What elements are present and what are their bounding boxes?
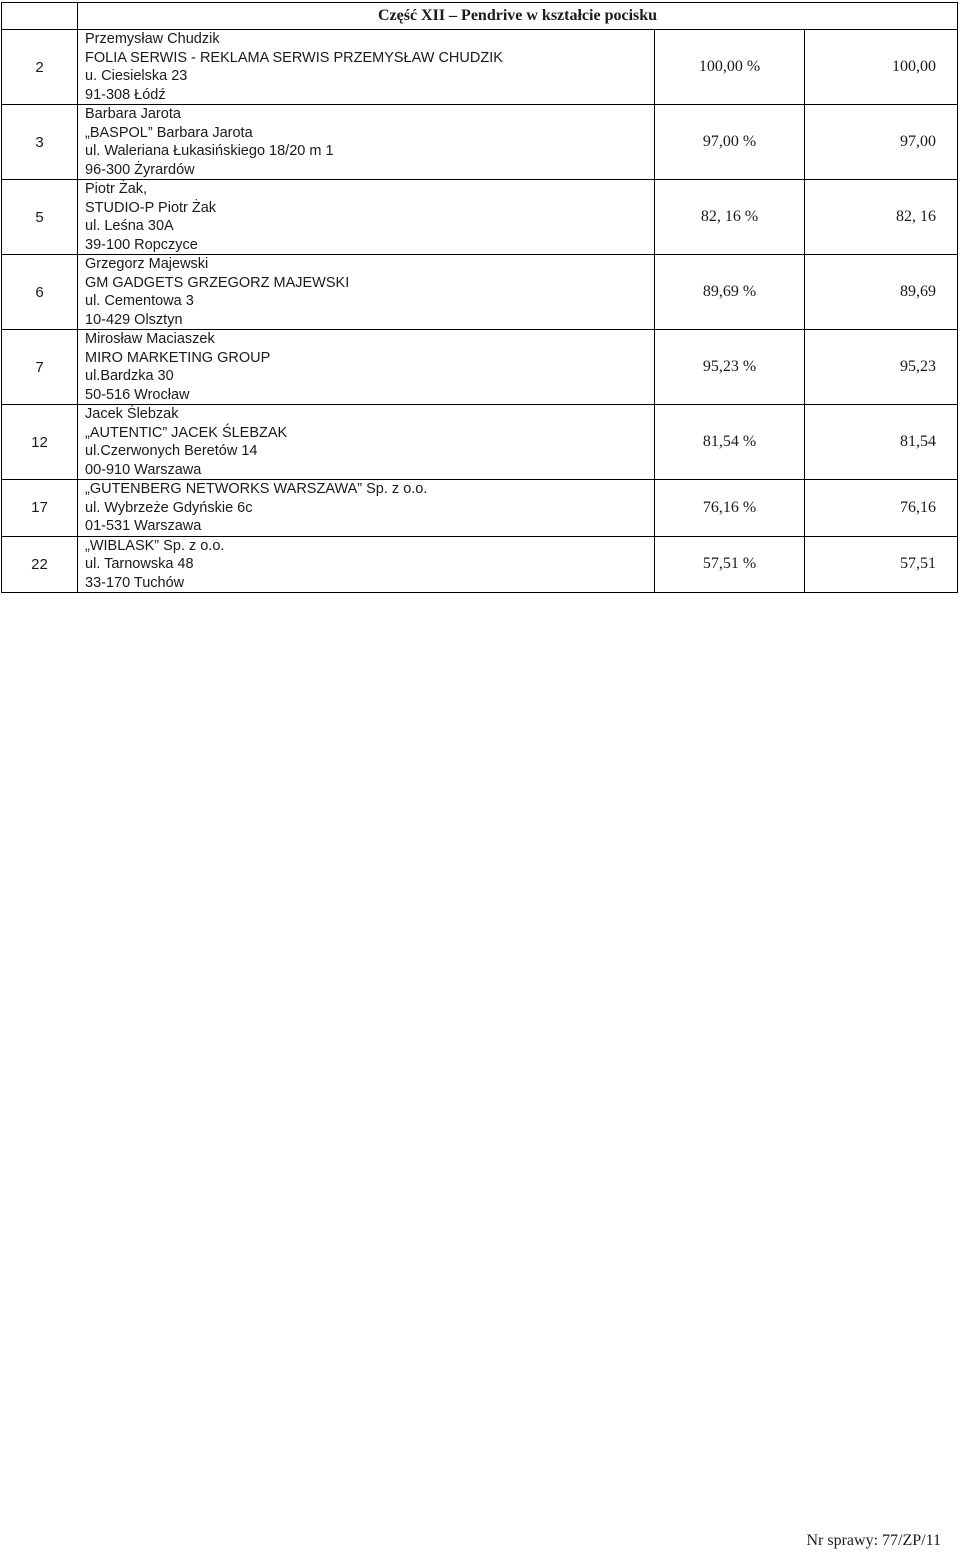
contractor-line: „GUTENBERG NETWORKS WARSZAWA” Sp. z o.o. (85, 481, 428, 497)
contractor-line: ul.Bardzka 30 (85, 368, 174, 384)
contractor-line: ul.Czerwonych Beretów 14 (85, 443, 258, 459)
contractor-line: 01-531 Warszawa (85, 518, 202, 534)
price-percent: 82, 16 % (655, 180, 805, 255)
contractor-line: 10-429 Olsztyn (85, 311, 183, 328)
contractor-cell (78, 255, 655, 330)
contractor-line: 91-308 Łódź (85, 86, 166, 103)
contractor-line: u. Ciesielska 23 (85, 68, 188, 84)
contractor-line: Piotr Żak, (85, 181, 148, 197)
contractor-line: FOLIA SERWIS - REKLAMA SERWIS PRZEMYSŁAW CHUDZIK (85, 49, 503, 66)
table-row (2, 480, 958, 537)
contractor-line: 33-170 Tuchów (85, 574, 185, 591)
table-row (2, 255, 958, 330)
section-title: Część XII – Pendrive w kształcie pocisku (78, 3, 958, 30)
points-value: 89,69 (805, 255, 958, 330)
contractor-line: GM GADGETS GRZEGORZ MAJEWSKI (85, 274, 350, 291)
contractor-cell (78, 536, 655, 593)
case-number: Nr sprawy: 77/ZP/11 (806, 1532, 941, 1549)
offer-number: 3 (2, 105, 78, 180)
contractor-line: 96-300 Żyrardów (85, 161, 195, 178)
offer-number: 5 (2, 180, 78, 255)
contractor-line: MIRO MARKETING GROUP (85, 349, 271, 366)
contractor-cell (78, 105, 655, 180)
price-percent: 81,54 % (655, 405, 805, 480)
contractor-line: ul. Leśna 30A (85, 218, 174, 234)
contractor-line: ul. Cementowa 3 (85, 293, 194, 309)
contractor-cell (78, 330, 655, 405)
empty-corner-cell (2, 3, 78, 30)
offer-number: 6 (2, 255, 78, 330)
points-value: 82, 16 (805, 180, 958, 255)
contractor-line: „BASPOL” Barbara Jarota (85, 124, 253, 141)
offer-number: 17 (2, 480, 78, 537)
contractor-line: „AUTENTIC” JACEK ŚLEBZAK (85, 424, 288, 441)
price-percent: 100,00 % (655, 30, 805, 105)
points-value: 81,54 (805, 405, 958, 480)
contractor-line: Mirosław Maciaszek (85, 331, 215, 347)
points-value: 57,51 (805, 536, 958, 593)
table-row (2, 405, 958, 480)
offer-number: 7 (2, 330, 78, 405)
contractor-line: 39-100 Ropczyce (85, 236, 198, 253)
contractor-cell (78, 30, 655, 105)
price-percent: 76,16 % (655, 480, 805, 537)
table-header-row (2, 3, 958, 30)
table-row (2, 105, 958, 180)
table-row (2, 180, 958, 255)
contractor-line: Grzegorz Majewski (85, 256, 209, 272)
table-row (2, 536, 958, 593)
points-value: 100,00 (805, 30, 958, 105)
contractor-cell (78, 180, 655, 255)
contractor-line: ul. Tarnowska 48 (85, 556, 194, 572)
contractor-line: ul. Waleriana Łukasińskiego 18/20 m 1 (85, 143, 334, 159)
contractor-line: 50-516 Wrocław (85, 386, 190, 403)
points-value: 97,00 (805, 105, 958, 180)
price-percent: 95,23 % (655, 330, 805, 405)
contractor-line: Barbara Jarota (85, 106, 181, 122)
offer-number: 2 (2, 30, 78, 105)
offers-table (1, 2, 958, 593)
contractor-line: ul. Wybrzeże Gdyńskie 6c (85, 499, 253, 516)
price-percent: 57,51 % (655, 536, 805, 593)
offer-number: 12 (2, 405, 78, 480)
contractor-cell (78, 480, 655, 537)
price-percent: 89,69 % (655, 255, 805, 330)
offer-number: 22 (2, 536, 78, 593)
price-percent: 97,00 % (655, 105, 805, 180)
contractor-line: Przemysław Chudzik (85, 31, 220, 47)
contractor-line: 00-910 Warszawa (85, 461, 202, 478)
table-row (2, 330, 958, 405)
contractor-line: STUDIO-P Piotr Żak (85, 199, 217, 216)
points-value: 95,23 (805, 330, 958, 405)
points-value: 76,16 (805, 480, 958, 537)
table-row (2, 30, 958, 105)
contractor-line: „WIBLASK” Sp. z o.o. (85, 537, 225, 554)
contractor-line: Jacek Ślebzak (85, 406, 179, 422)
contractor-cell (78, 405, 655, 480)
